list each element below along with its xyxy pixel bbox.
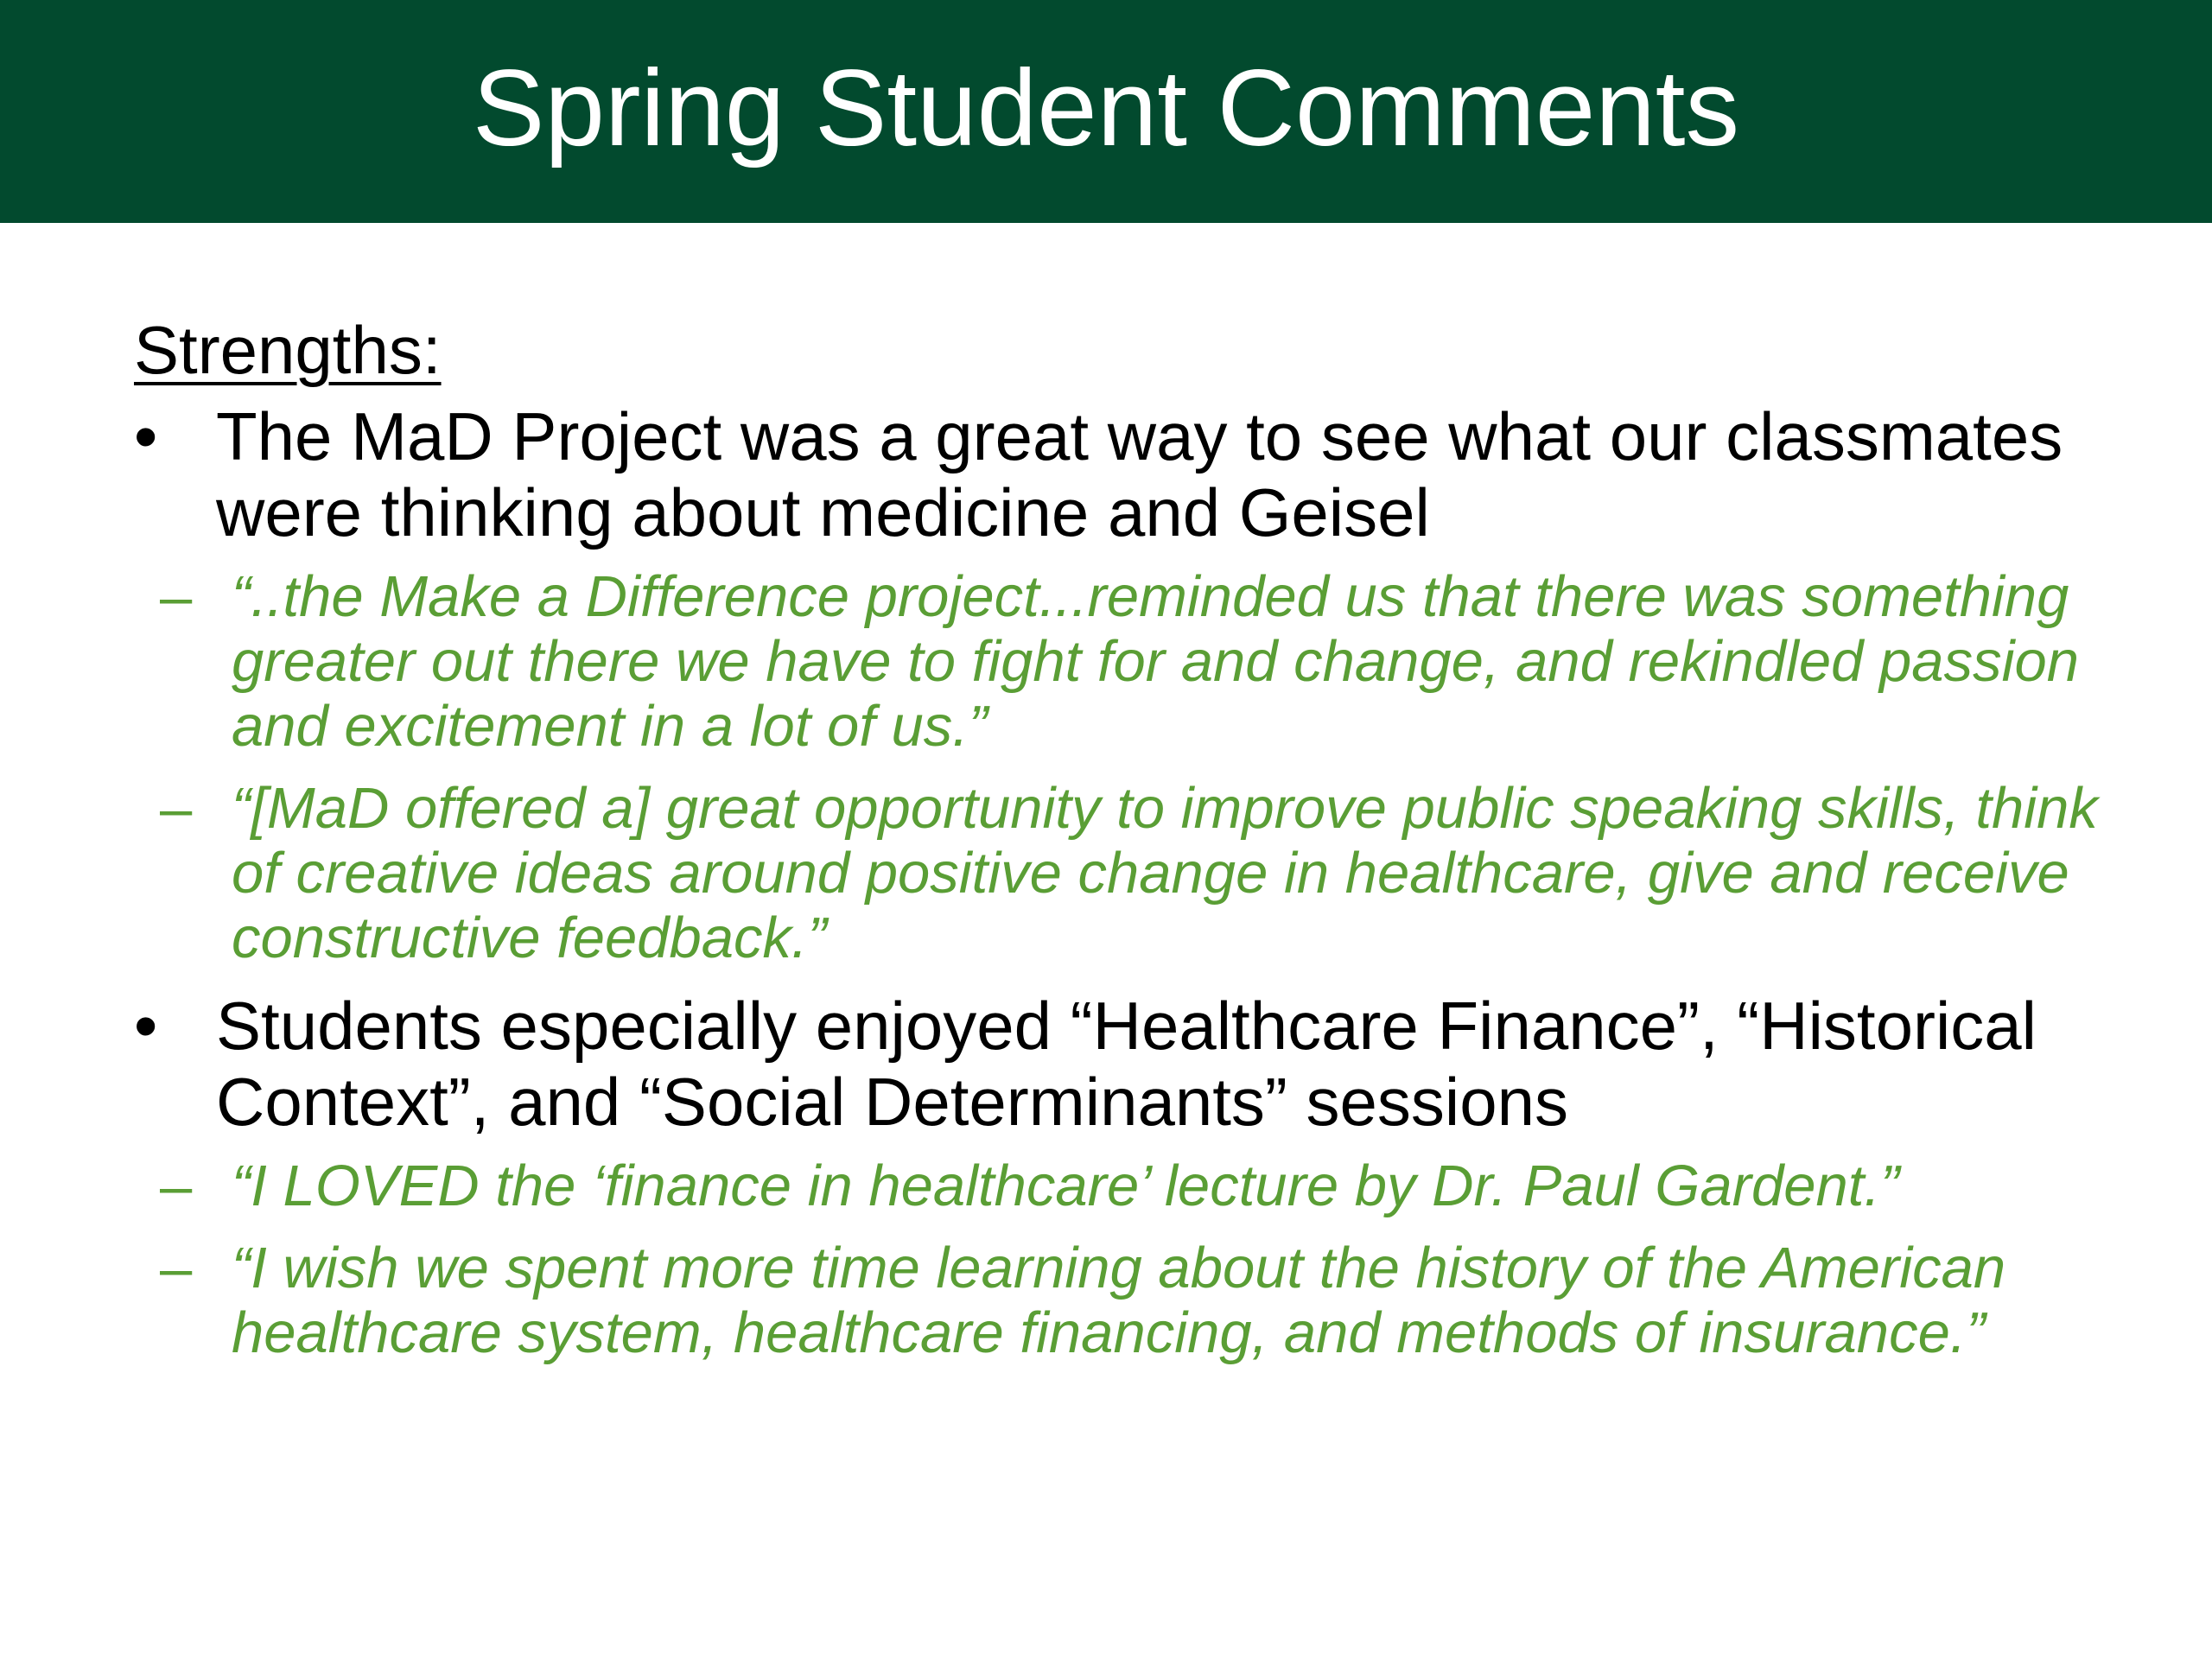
bullet-item xyxy=(134,988,2121,1140)
bullet-text: Students especially enjoyed “Healthcare Finance”, “Historical Context”, and “Social Determinants” sessions xyxy=(216,988,2037,1140)
quote-text: “[MaD offered a] great opportunity to improve public speaking skills, think of creative ideas around positive change in healthcare, give and receive constructive feedback.” xyxy=(232,776,2098,970)
quote-text: “..the Make a Difference project...reminded us that there was something greater out there we have to fight for and change, and rekindled passion and excitement in a lot of us.” xyxy=(232,564,2079,759)
title-bar xyxy=(0,0,2212,223)
slide-title: Spring Student Comments xyxy=(472,48,1739,168)
slide-body xyxy=(134,307,2121,1382)
bullet-icon: • xyxy=(134,398,158,474)
bullet-item xyxy=(134,398,2121,550)
quote-item xyxy=(52,564,2121,759)
sub-bullet-list xyxy=(134,1154,2121,1365)
sub-bullet-list xyxy=(134,564,2121,970)
bullet-text: The MaD Project was a great way to see what our classmates were thinking about medicine and Geisel xyxy=(216,398,2063,550)
quote-text: “I wish we spent more time learning about the history of the American healthcare system, healthcare financing, and methods of insurance.” xyxy=(232,1236,2006,1365)
quote-item xyxy=(52,1154,2121,1218)
dash-icon: – xyxy=(160,1154,193,1218)
quote-item xyxy=(52,1236,2121,1365)
quote-item xyxy=(52,776,2121,970)
quote-text: “I LOVED the ‘finance in healthcare’ lecture by Dr. Paul Gardent.” xyxy=(232,1154,1900,1218)
section-heading-strengths: Strengths: xyxy=(134,312,442,388)
dash-icon: – xyxy=(160,1236,193,1300)
dash-icon: – xyxy=(160,564,193,629)
dash-icon: – xyxy=(160,776,193,841)
bullet-icon: • xyxy=(134,988,158,1064)
